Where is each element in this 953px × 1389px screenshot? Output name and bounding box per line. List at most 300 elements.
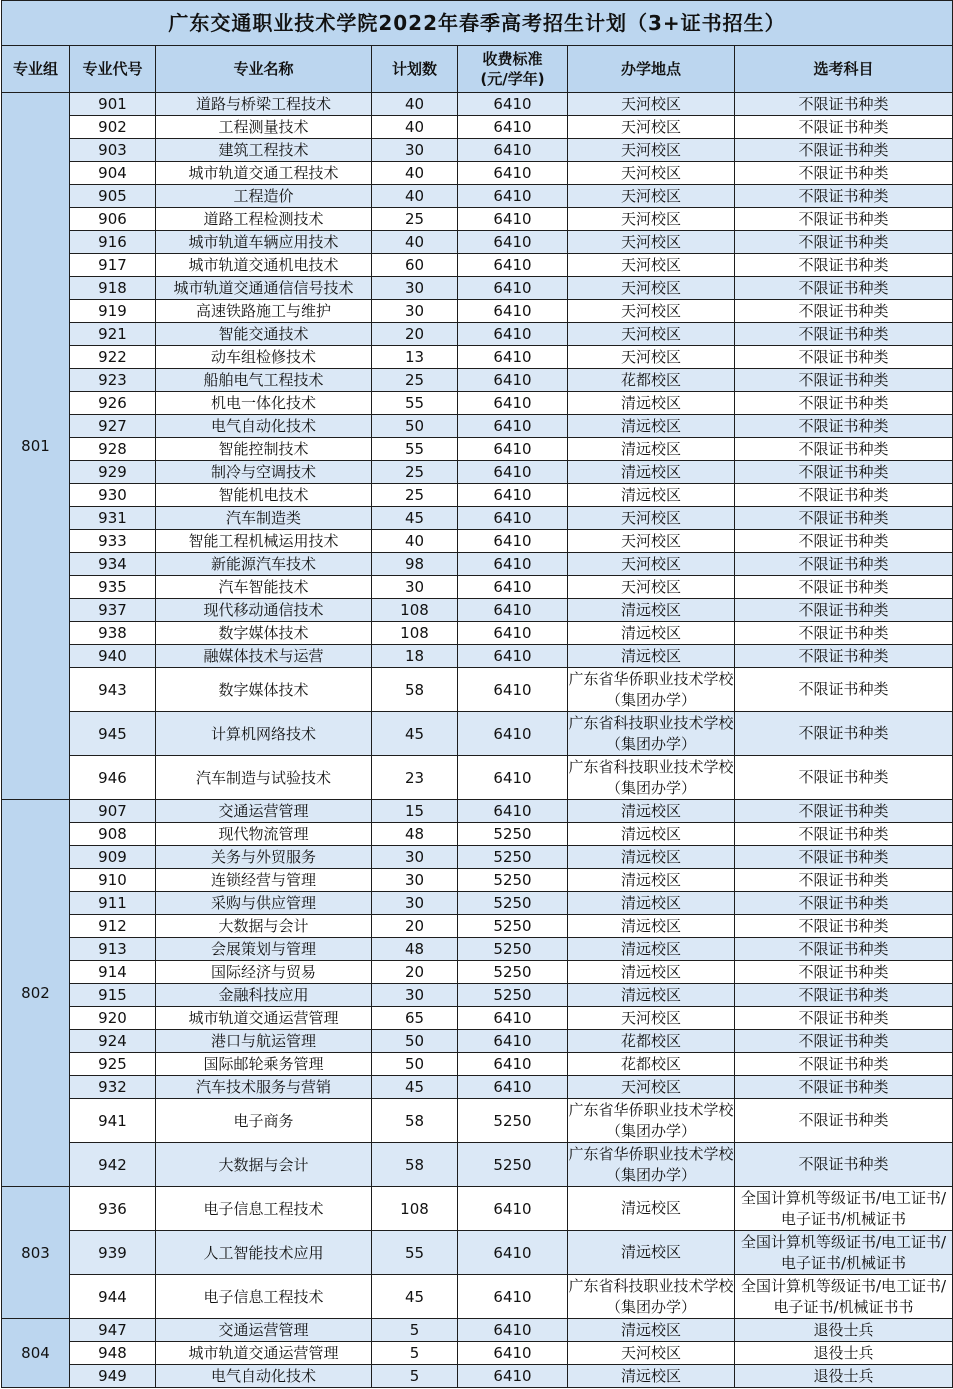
subject-cell: 不限证书种类 (735, 645, 953, 668)
major-name-cell: 港口与航运管理 (156, 1030, 372, 1053)
subject-cell: 全国计算机等级证书/电工证书/电子证书/机械证书书 (735, 1275, 953, 1319)
major-name-cell: 智能工程机械运用技术 (156, 530, 372, 553)
major-code-cell: 916 (70, 231, 156, 254)
major-name-cell: 电气自动化技术 (156, 1365, 372, 1388)
plan-count-cell: 30 (372, 892, 458, 915)
plan-count-cell: 40 (372, 162, 458, 185)
table-row (2, 254, 953, 277)
major-code-cell: 921 (70, 323, 156, 346)
table-row (2, 392, 953, 415)
major-code-cell: 901 (70, 93, 156, 116)
page-title: 广东交通职业技术学院2022年春季高考招生计划（3+证书招生） (2, 1, 953, 46)
major-code-cell: 931 (70, 507, 156, 530)
plan-count-cell: 25 (372, 461, 458, 484)
major-name-cell: 现代移动通信技术 (156, 599, 372, 622)
fee-cell: 6410 (458, 415, 568, 438)
fee-cell: 6410 (458, 576, 568, 599)
fee-cell: 6410 (458, 712, 568, 756)
plan-count-cell: 50 (372, 1053, 458, 1076)
major-name-cell: 汽车制造与试验技术 (156, 756, 372, 800)
subject-cell: 不限证书种类 (735, 1030, 953, 1053)
location-cell: 清远校区 (568, 1319, 735, 1342)
fee-cell: 5250 (458, 892, 568, 915)
major-name-cell: 融媒体技术与运营 (156, 645, 372, 668)
fee-cell: 6410 (458, 254, 568, 277)
group-code-cell: 803 (2, 1187, 70, 1319)
major-code-cell: 906 (70, 208, 156, 231)
header-code: 专业代号 (70, 46, 156, 93)
major-code-cell: 915 (70, 984, 156, 1007)
plan-count-cell: 40 (372, 185, 458, 208)
subject-cell: 不限证书种类 (735, 346, 953, 369)
major-name-cell: 数字媒体技术 (156, 668, 372, 712)
table-row (2, 93, 953, 116)
subject-cell: 不限证书种类 (735, 185, 953, 208)
location-cell: 清远校区 (568, 461, 735, 484)
table-row (2, 756, 953, 800)
table-row (2, 961, 953, 984)
location-cell: 清远校区 (568, 415, 735, 438)
location-cell: 天河校区 (568, 1076, 735, 1099)
major-code-cell: 919 (70, 300, 156, 323)
plan-count-cell: 45 (372, 507, 458, 530)
plan-count-cell: 20 (372, 323, 458, 346)
fee-cell: 6410 (458, 484, 568, 507)
subject-cell: 不限证书种类 (735, 369, 953, 392)
location-cell: 清远校区 (568, 622, 735, 645)
location-cell: 天河校区 (568, 208, 735, 231)
plan-count-cell: 45 (372, 712, 458, 756)
plan-count-cell: 50 (372, 1030, 458, 1053)
location-cell: 天河校区 (568, 300, 735, 323)
major-name-cell: 工程测量技术 (156, 116, 372, 139)
major-name-cell: 交通运营管理 (156, 1319, 372, 1342)
plan-count-cell: 58 (372, 1143, 458, 1187)
major-code-cell: 949 (70, 1365, 156, 1388)
major-code-cell: 938 (70, 622, 156, 645)
major-name-cell: 城市轨道交通运营管理 (156, 1007, 372, 1030)
major-code-cell: 929 (70, 461, 156, 484)
table-row (2, 1076, 953, 1099)
subject-cell: 不限证书种类 (735, 823, 953, 846)
major-name-cell: 交通运营管理 (156, 800, 372, 823)
table-row (2, 277, 953, 300)
table-row (2, 712, 953, 756)
major-name-cell: 新能源汽车技术 (156, 553, 372, 576)
location-cell: 清远校区 (568, 645, 735, 668)
subject-cell: 不限证书种类 (735, 800, 953, 823)
major-code-cell: 946 (70, 756, 156, 800)
location-cell: 天河校区 (568, 162, 735, 185)
table-row (2, 415, 953, 438)
fee-cell: 6410 (458, 1365, 568, 1388)
subject-cell: 不限证书种类 (735, 599, 953, 622)
plan-count-cell: 30 (372, 576, 458, 599)
fee-cell: 6410 (458, 231, 568, 254)
table-row (2, 438, 953, 461)
major-code-cell: 917 (70, 254, 156, 277)
fee-cell: 6410 (458, 1319, 568, 1342)
subject-cell: 不限证书种类 (735, 93, 953, 116)
major-code-cell: 928 (70, 438, 156, 461)
major-name-cell: 大数据与会计 (156, 915, 372, 938)
plan-count-cell: 5 (372, 1342, 458, 1365)
location-cell: 天河校区 (568, 185, 735, 208)
table-row (2, 823, 953, 846)
major-code-cell: 920 (70, 1007, 156, 1030)
table-row (2, 1275, 953, 1319)
fee-cell: 6410 (458, 369, 568, 392)
table-row (2, 915, 953, 938)
table-row (2, 892, 953, 915)
major-code-cell: 905 (70, 185, 156, 208)
major-code-cell: 912 (70, 915, 156, 938)
fee-cell: 6410 (458, 1187, 568, 1231)
plan-count-cell: 40 (372, 116, 458, 139)
table-row (2, 1231, 953, 1275)
major-name-cell: 计算机网络技术 (156, 712, 372, 756)
location-cell: 广东省华侨职业技术学校（集团办学） (568, 1143, 735, 1187)
fee-cell: 5250 (458, 846, 568, 869)
location-cell: 天河校区 (568, 116, 735, 139)
plan-count-cell: 20 (372, 915, 458, 938)
location-cell: 清远校区 (568, 984, 735, 1007)
location-cell: 广东省科技职业技术学校（集团办学） (568, 712, 735, 756)
fee-cell: 6410 (458, 1076, 568, 1099)
major-code-cell: 932 (70, 1076, 156, 1099)
major-name-cell: 汽车智能技术 (156, 576, 372, 599)
plan-count-cell: 20 (372, 961, 458, 984)
group-code-cell: 802 (2, 800, 70, 1187)
major-name-cell: 道路工程检测技术 (156, 208, 372, 231)
fee-cell: 6410 (458, 553, 568, 576)
fee-cell: 6410 (458, 645, 568, 668)
location-cell: 清远校区 (568, 599, 735, 622)
plan-count-cell: 5 (372, 1365, 458, 1388)
location-cell: 天河校区 (568, 1342, 735, 1365)
major-code-cell: 914 (70, 961, 156, 984)
major-name-cell: 电气自动化技术 (156, 415, 372, 438)
fee-cell: 6410 (458, 599, 568, 622)
fee-cell: 6410 (458, 139, 568, 162)
major-code-cell: 923 (70, 369, 156, 392)
major-name-cell: 金融科技应用 (156, 984, 372, 1007)
subject-cell: 不限证书种类 (735, 1076, 953, 1099)
subject-cell: 不限证书种类 (735, 1007, 953, 1030)
fee-cell: 6410 (458, 185, 568, 208)
location-cell: 清远校区 (568, 1231, 735, 1275)
major-name-cell: 动车组检修技术 (156, 346, 372, 369)
plan-count-cell: 13 (372, 346, 458, 369)
major-name-cell: 制冷与空调技术 (156, 461, 372, 484)
plan-count-cell: 45 (372, 1076, 458, 1099)
plan-count-cell: 30 (372, 846, 458, 869)
subject-cell: 不限证书种类 (735, 668, 953, 712)
major-code-cell: 936 (70, 1187, 156, 1231)
major-code-cell: 910 (70, 869, 156, 892)
major-code-cell: 926 (70, 392, 156, 415)
major-name-cell: 采购与供应管理 (156, 892, 372, 915)
major-code-cell: 925 (70, 1053, 156, 1076)
group-code-cell: 801 (2, 93, 70, 800)
location-cell: 清远校区 (568, 846, 735, 869)
subject-cell: 退役士兵 (735, 1365, 953, 1388)
header-row (2, 46, 953, 93)
plan-count-cell: 25 (372, 369, 458, 392)
major-name-cell: 人工智能技术应用 (156, 1231, 372, 1275)
plan-count-cell: 58 (372, 1099, 458, 1143)
fee-cell: 6410 (458, 622, 568, 645)
plan-count-cell: 55 (372, 1231, 458, 1275)
major-name-cell: 大数据与会计 (156, 1143, 372, 1187)
fee-cell: 5250 (458, 1143, 568, 1187)
fee-cell: 6410 (458, 800, 568, 823)
table-row (2, 208, 953, 231)
major-code-cell: 930 (70, 484, 156, 507)
subject-cell: 不限证书种类 (735, 254, 953, 277)
major-name-cell: 电子信息工程技术 (156, 1275, 372, 1319)
location-cell: 天河校区 (568, 346, 735, 369)
subject-cell: 不限证书种类 (735, 530, 953, 553)
major-name-cell: 国际邮轮乘务管理 (156, 1053, 372, 1076)
major-code-cell: 943 (70, 668, 156, 712)
subject-cell: 不限证书种类 (735, 1143, 953, 1187)
subject-cell: 不限证书种类 (735, 208, 953, 231)
table-row (2, 507, 953, 530)
header-group: 专业组 (2, 46, 70, 93)
header-location: 办学地点 (568, 46, 735, 93)
table-row (2, 1007, 953, 1030)
subject-cell: 全国计算机等级证书/电工证书/电子证书/机械证书 (735, 1187, 953, 1231)
major-code-cell: 933 (70, 530, 156, 553)
subject-cell: 不限证书种类 (735, 846, 953, 869)
plan-count-cell: 108 (372, 599, 458, 622)
fee-cell: 5250 (458, 938, 568, 961)
fee-cell: 6410 (458, 530, 568, 553)
subject-cell: 不限证书种类 (735, 162, 953, 185)
plan-count-cell: 48 (372, 823, 458, 846)
table-row (2, 1099, 953, 1143)
subject-cell: 不限证书种类 (735, 712, 953, 756)
major-name-cell: 会展策划与管理 (156, 938, 372, 961)
location-cell: 天河校区 (568, 231, 735, 254)
major-code-cell: 909 (70, 846, 156, 869)
location-cell: 清远校区 (568, 915, 735, 938)
major-name-cell: 机电一体化技术 (156, 392, 372, 415)
major-name-cell: 城市轨道交通机电技术 (156, 254, 372, 277)
major-code-cell: 934 (70, 553, 156, 576)
subject-cell: 全国计算机等级证书/电工证书/电子证书/机械证书 (735, 1231, 953, 1275)
table-row (2, 139, 953, 162)
major-name-cell: 工程造价 (156, 185, 372, 208)
fee-cell: 6410 (458, 116, 568, 139)
fee-cell: 6410 (458, 346, 568, 369)
table-row (2, 346, 953, 369)
location-cell: 清远校区 (568, 438, 735, 461)
table-row (2, 323, 953, 346)
major-code-cell: 904 (70, 162, 156, 185)
fee-cell: 6410 (458, 208, 568, 231)
plan-count-cell: 108 (372, 622, 458, 645)
subject-cell: 不限证书种类 (735, 1053, 953, 1076)
subject-cell: 不限证书种类 (735, 300, 953, 323)
plan-count-cell: 58 (372, 668, 458, 712)
plan-count-cell: 45 (372, 1275, 458, 1319)
location-cell: 花都校区 (568, 1053, 735, 1076)
location-cell: 清远校区 (568, 961, 735, 984)
location-cell: 花都校区 (568, 1030, 735, 1053)
header-fee: 收费标准 (元/学年) (458, 46, 568, 93)
fee-cell: 6410 (458, 1275, 568, 1319)
location-cell: 天河校区 (568, 139, 735, 162)
table-row (2, 1319, 953, 1342)
table-row (2, 645, 953, 668)
table-row (2, 369, 953, 392)
location-cell: 清远校区 (568, 869, 735, 892)
table-row (2, 1143, 953, 1187)
major-code-cell: 941 (70, 1099, 156, 1143)
major-name-cell: 智能控制技术 (156, 438, 372, 461)
major-name-cell: 国际经济与贸易 (156, 961, 372, 984)
plan-count-cell: 30 (372, 869, 458, 892)
major-name-cell: 连锁经营与管理 (156, 869, 372, 892)
plan-count-cell: 25 (372, 208, 458, 231)
table-row (2, 846, 953, 869)
major-name-cell: 城市轨道交通运营管理 (156, 1342, 372, 1365)
fee-cell: 6410 (458, 323, 568, 346)
fee-cell: 6410 (458, 392, 568, 415)
fee-cell: 6410 (458, 1342, 568, 1365)
subject-cell: 不限证书种类 (735, 576, 953, 599)
major-code-cell: 907 (70, 800, 156, 823)
plan-count-cell: 48 (372, 938, 458, 961)
major-code-cell: 948 (70, 1342, 156, 1365)
subject-cell: 不限证书种类 (735, 392, 953, 415)
fee-cell: 5250 (458, 915, 568, 938)
location-cell: 天河校区 (568, 507, 735, 530)
major-name-cell: 城市轨道交通通信信号技术 (156, 277, 372, 300)
major-name-cell: 现代物流管理 (156, 823, 372, 846)
major-code-cell: 942 (70, 1143, 156, 1187)
fee-cell: 5250 (458, 984, 568, 1007)
plan-count-cell: 30 (372, 300, 458, 323)
fee-cell: 6410 (458, 507, 568, 530)
plan-count-cell: 25 (372, 484, 458, 507)
location-cell: 清远校区 (568, 823, 735, 846)
table-row (2, 461, 953, 484)
table-row (2, 984, 953, 1007)
fee-cell: 6410 (458, 461, 568, 484)
location-cell: 广东省华侨职业技术学校（集团办学） (568, 668, 735, 712)
location-cell: 广东省科技职业技术学校（集团办学） (568, 756, 735, 800)
table-row (2, 231, 953, 254)
subject-cell: 不限证书种类 (735, 938, 953, 961)
table-row (2, 576, 953, 599)
table-row (2, 668, 953, 712)
major-name-cell: 船舶电气工程技术 (156, 369, 372, 392)
subject-cell: 不限证书种类 (735, 915, 953, 938)
table-row (2, 599, 953, 622)
major-code-cell: 911 (70, 892, 156, 915)
major-name-cell: 数字媒体技术 (156, 622, 372, 645)
subject-cell: 不限证书种类 (735, 484, 953, 507)
table-row (2, 938, 953, 961)
location-cell: 清远校区 (568, 484, 735, 507)
table-body (2, 1, 953, 1388)
plan-count-cell: 65 (372, 1007, 458, 1030)
plan-count-cell: 23 (372, 756, 458, 800)
major-name-cell: 智能机电技术 (156, 484, 372, 507)
location-cell: 清远校区 (568, 392, 735, 415)
fee-cell: 6410 (458, 1231, 568, 1275)
major-name-cell: 道路与桥梁工程技术 (156, 93, 372, 116)
major-name-cell: 城市轨道交通工程技术 (156, 162, 372, 185)
plan-count-cell: 40 (372, 231, 458, 254)
plan-count-cell: 30 (372, 277, 458, 300)
subject-cell: 不限证书种类 (735, 756, 953, 800)
subject-cell: 不限证书种类 (735, 116, 953, 139)
major-name-cell: 汽车技术服务与营销 (156, 1076, 372, 1099)
fee-cell: 6410 (458, 1007, 568, 1030)
subject-cell: 不限证书种类 (735, 622, 953, 645)
subject-cell: 不限证书种类 (735, 892, 953, 915)
fee-cell: 5250 (458, 869, 568, 892)
major-code-cell: 903 (70, 139, 156, 162)
table-row (2, 185, 953, 208)
major-code-cell: 937 (70, 599, 156, 622)
table-row (2, 622, 953, 645)
major-code-cell: 908 (70, 823, 156, 846)
plan-count-cell: 30 (372, 984, 458, 1007)
location-cell: 清远校区 (568, 892, 735, 915)
plan-count-cell: 50 (372, 415, 458, 438)
table-row (2, 1030, 953, 1053)
fee-cell: 5250 (458, 823, 568, 846)
table-row (2, 116, 953, 139)
location-cell: 天河校区 (568, 323, 735, 346)
plan-count-cell: 18 (372, 645, 458, 668)
major-code-cell: 940 (70, 645, 156, 668)
plan-count-cell: 55 (372, 438, 458, 461)
fee-cell: 6410 (458, 300, 568, 323)
subject-cell: 不限证书种类 (735, 507, 953, 530)
table-row (2, 1342, 953, 1365)
major-code-cell: 935 (70, 576, 156, 599)
major-code-cell: 922 (70, 346, 156, 369)
major-code-cell: 947 (70, 1319, 156, 1342)
header-plan: 计划数 (372, 46, 458, 93)
group-code-cell: 804 (2, 1319, 70, 1388)
fee-cell: 6410 (458, 1030, 568, 1053)
plan-count-cell: 98 (372, 553, 458, 576)
subject-cell: 不限证书种类 (735, 415, 953, 438)
major-name-cell: 城市轨道车辆应用技术 (156, 231, 372, 254)
major-name-cell: 智能交通技术 (156, 323, 372, 346)
subject-cell: 不限证书种类 (735, 139, 953, 162)
major-code-cell: 913 (70, 938, 156, 961)
plan-count-cell: 40 (372, 530, 458, 553)
plan-count-cell: 15 (372, 800, 458, 823)
fee-cell: 6410 (458, 277, 568, 300)
location-cell: 清远校区 (568, 800, 735, 823)
major-name-cell: 汽车制造类 (156, 507, 372, 530)
fee-cell: 6410 (458, 162, 568, 185)
table-row (2, 553, 953, 576)
plan-count-cell: 108 (372, 1187, 458, 1231)
subject-cell: 退役士兵 (735, 1319, 953, 1342)
major-name-cell: 关务与外贸服务 (156, 846, 372, 869)
plan-count-cell: 5 (372, 1319, 458, 1342)
